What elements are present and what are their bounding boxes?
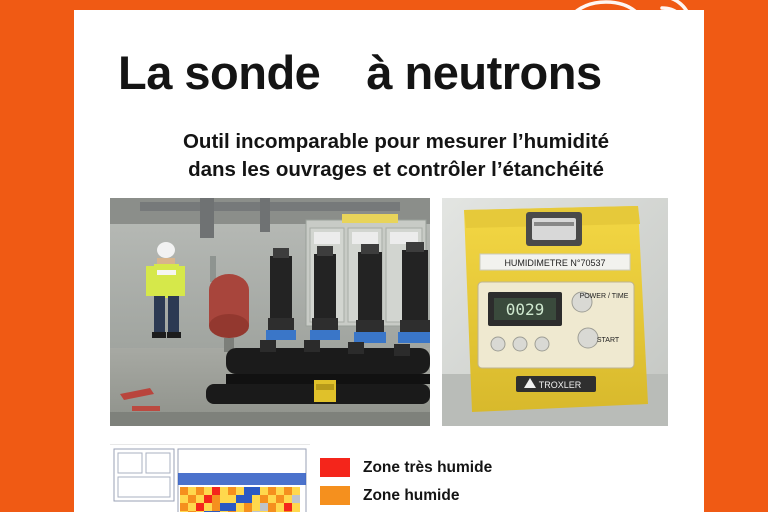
photo-technical-room [110,198,430,426]
subtitle-line-1: Outil incomparable pour mesurer l’humidité [182,130,609,153]
subtitle-line-2: dans les ouvrages et contrôler l’étanchéité [188,158,604,182]
title-part-2: à neutrons [366,46,602,99]
title-part-1: La sonde [118,46,321,99]
svg-text:POWER / TIME: POWER / TIME [579,293,629,300]
page-title [118,48,688,97]
svg-text:TROXLER: TROXLER [538,380,582,390]
legend [320,458,620,512]
legend-item-1 [320,486,620,505]
legend-swatch-humid [320,486,350,505]
floor-plan-thumbnail [110,444,310,512]
legend-swatch-very-humid [320,458,350,477]
legend-item-0 [320,458,620,477]
svg-text:HUMIDIMETRE N°70537: HUMIDIMETRE N°70537 [504,258,606,268]
subtitle [118,128,674,185]
svg-text:START: START [596,337,620,344]
legend-label-very-humid: Zone très humide [363,458,493,476]
svg-text:0029: 0029 [505,300,545,319]
photo-neutron-probe-device [442,198,668,426]
content-card [74,10,704,512]
legend-label-humid: Zone humide [363,486,460,504]
